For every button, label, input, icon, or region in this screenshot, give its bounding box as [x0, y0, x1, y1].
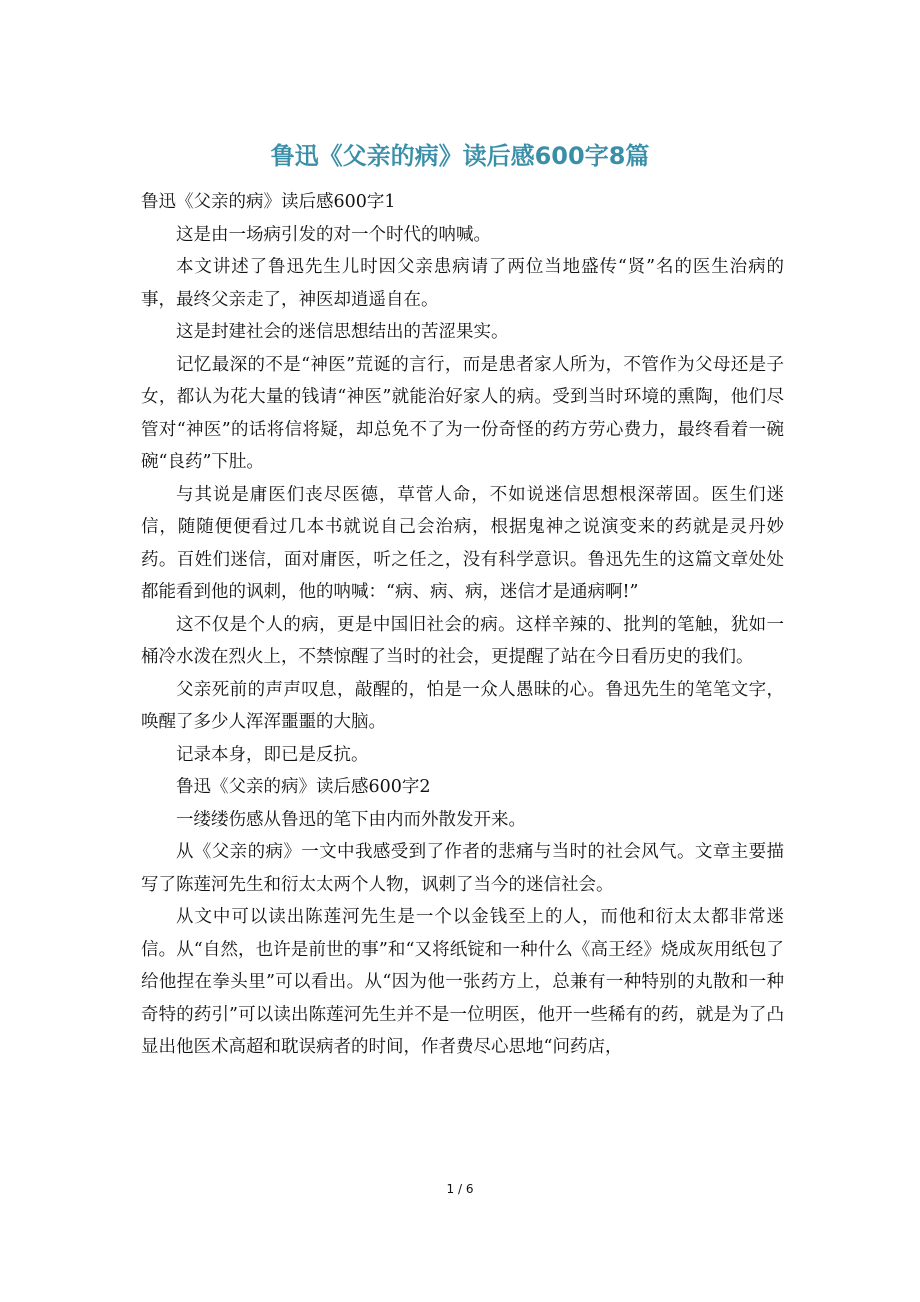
document-title: 鲁迅《父亲的病》读后感600字8篇 [270, 142, 650, 170]
body-paragraph: 这是由一场病引发的对一个时代的呐喊。 [176, 224, 491, 245]
body-paragraph: 本文讲述了鲁迅先生儿时因父亲患病请了两位当地盛传“贤”名的医生治病的事，最终父亲走了，神医却逍遥自在。 [141, 257, 784, 310]
document-body [141, 186, 784, 1064]
body-paragraph: 这是封建社会的迷信思想结出的苦涩果实。 [176, 322, 509, 342]
body-paragraph: 与其说是庸医们丧尽医德，草菅人命，不如说迷信思想根深蒂固。医生们迷信，随随便便看过几本书就说自己会治病，根据鬼神之说演变来的药就是灵丹妙药。百姓们迷信，面对庸医，听之任之，没有科学意识。鲁迅先生的这篇文章处处都能看到他的讽刺，他的呐喊：“病、病、病，迷信才是通病啊!” [141, 484, 784, 602]
body-paragraph: 这不仅是个人的病，更是中国旧社会的病。这样辛辣的、批判的笔触，犹如一桶冷水泼在烈火上，不禁惊醒了当时的社会，更提醒了站在今日看历史的我们。 [141, 614, 784, 667]
body-paragraph: 父亲死前的声声叹息，敲醒的，怕是一众人愚昧的心。鲁迅先生的笔笔文字，唤醒了多少人浑浑噩噩的大脑。 [141, 679, 784, 732]
body-paragraph: 一缕缕伤感从鲁迅的笔下由内而外散发开来。 [176, 809, 526, 830]
page-number: 1 / 6 [446, 1182, 474, 1196]
body-paragraph: 记忆最深的不是“神医”荒诞的言行，而是患者家人所为，不管作为父母还是子女，都认为花大量的钱请“神医”就能治好家人的病。受到当时环境的熏陶，他们尽管对“神医”的话将信将疑，却总免不了为一份奇怪的药方劳心费力，最终看着一碗碗“良药”下肚。 [141, 354, 784, 472]
body-paragraph: 记录本身，即已是反抗。 [176, 744, 369, 765]
section-heading: 鲁迅《父亲的病》读后感600字2 [176, 777, 431, 797]
section-heading: 鲁迅《父亲的病》读后感600字1 [141, 192, 396, 212]
body-paragraph: 从文中可以读出陈莲河先生是一个以金钱至上的人，而他和衍太太都非常迷信。从“自然，也许是前世的事”和“又将纸锭和一种什么《高王经》烧成灰用纸包了给他捏在拳头里”可以看出。从“因为他一张药方上，总兼有一种特别的丸散和一种奇特的药引”可以读出陈莲河先生并不是一位明医，他开一些稀有的药，就是为了凸显出他医术高超和耽误病者的时间，作者费尽心思地“问药店， [141, 907, 784, 1057]
body-paragraph: 从《父亲的病》一文中我感受到了作者的悲痛与当时的社会风气。文章主要描写了陈莲河先生和衍太太两个人物，讽刺了当今的迷信社会。 [141, 842, 784, 895]
